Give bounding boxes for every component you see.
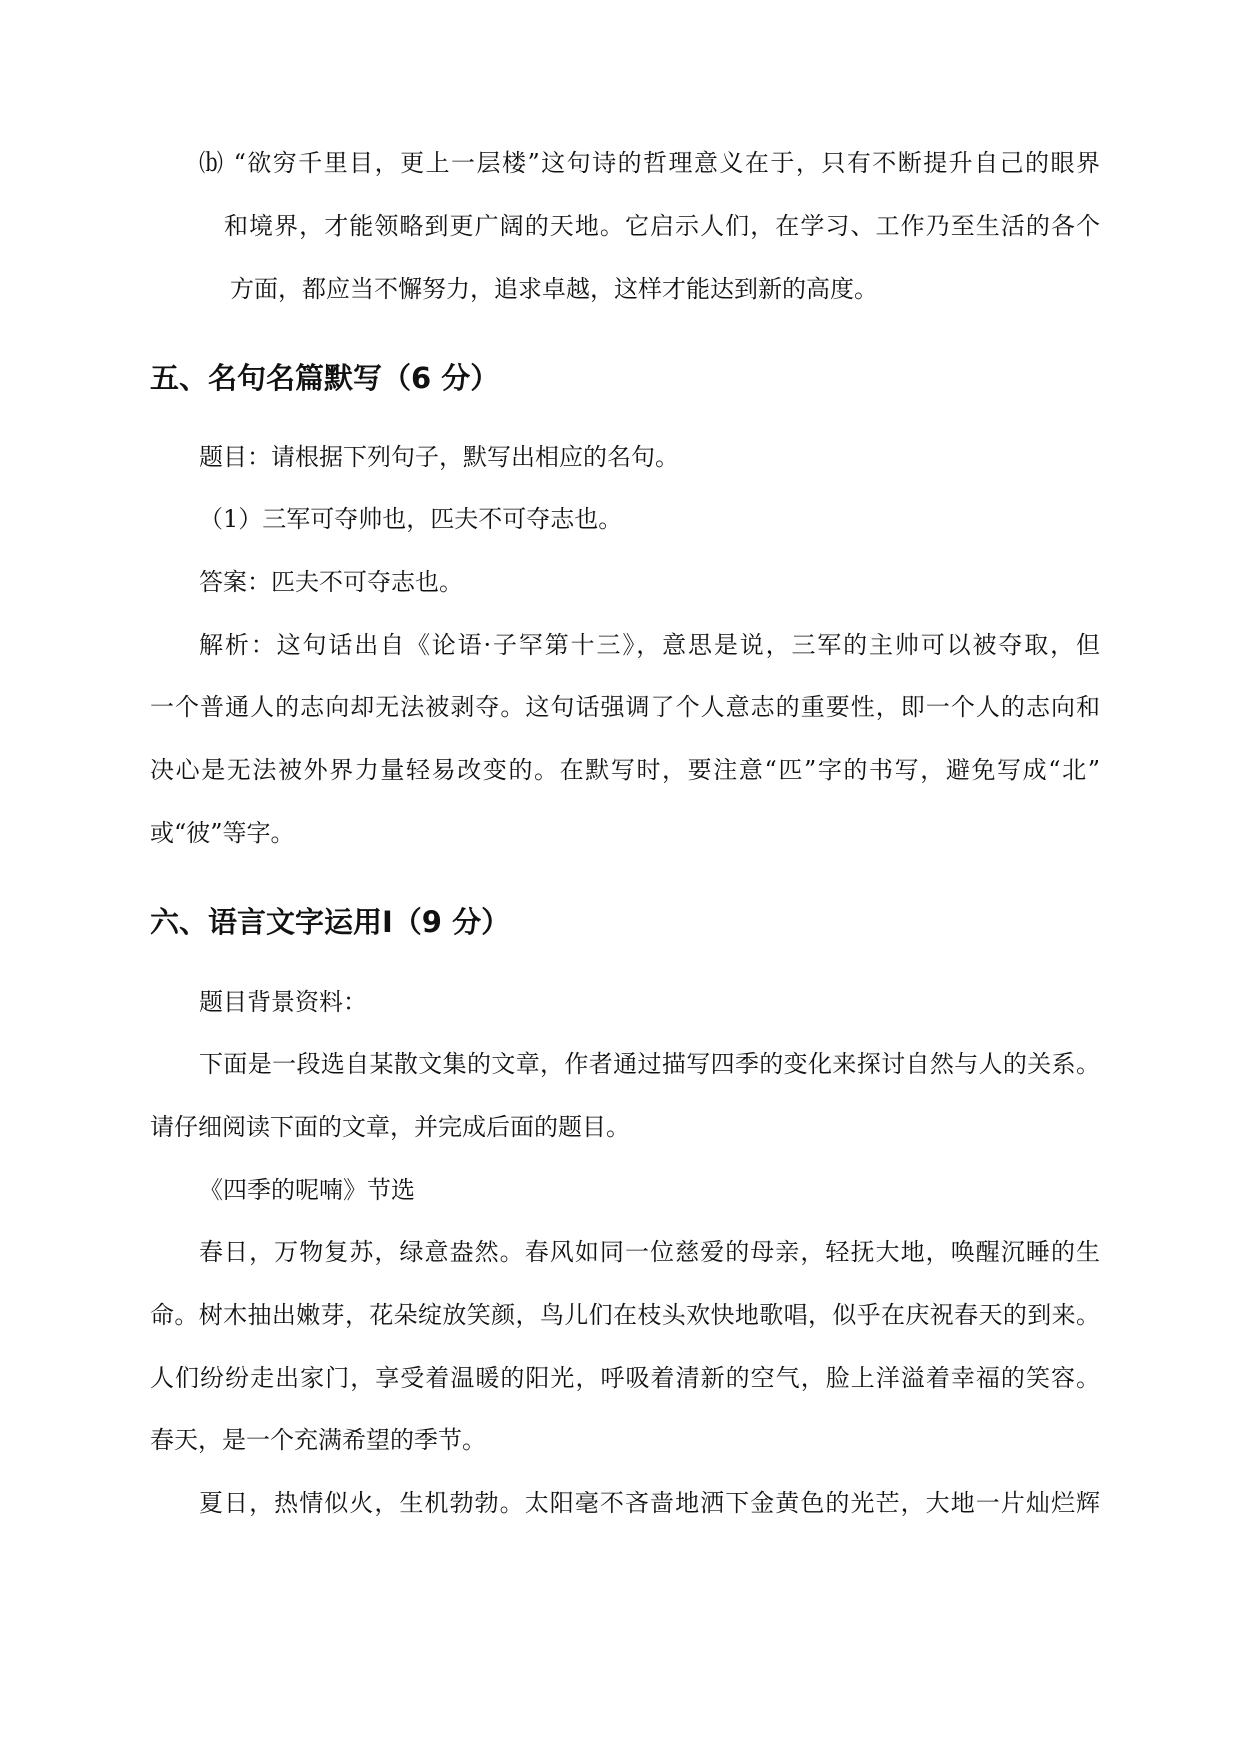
spring-paragraph-line: 春天，是一个充满希望的季节。 <box>150 1426 486 1454</box>
section-6-intro-line: 下面是一段选自某散文集的文章，作者通过描写四季的变化来探讨自然与人的关系。 <box>199 1050 1100 1078</box>
section-6-heading: 六、语言文字运用Ⅰ（9 分） <box>150 905 511 939</box>
section-5-answer: 答案：匹夫不可夺志也。 <box>199 568 463 596</box>
section-5-heading: 五、名句名篇默写（6 分） <box>150 361 500 395</box>
spring-paragraph-line: 春日，万物复苏，绿意盎然。春风如同一位慈爱的母亲，轻抚大地，唤醒沉睡的生 <box>199 1238 1100 1266</box>
answer-b-line-1: ⒝ “欲穷千里目，更上一层楼”这句诗的哲理意义在于，只有不断提升自己的眼界 <box>199 149 1100 177</box>
answer-b-line-3: 方面，都应当不懈努力，追求卓越，这样才能达到新的高度。 <box>230 275 878 303</box>
answer-b-line-2: 和境界，才能领略到更广阔的天地。它启示人们，在学习、工作乃至生活的各个 <box>224 212 1100 240</box>
spring-paragraph-line: 命。树木抽出嫩芽，花朵绽放笑颜，鸟儿们在枝头欢快地歌唱，似乎在庆祝春天的到来。 <box>150 1301 1100 1329</box>
section-6-background-label: 题目背景资料： <box>199 988 367 1016</box>
section-5-analysis-line: 一个普通人的志向却无法被剥夺。这句话强调了个人意志的重要性，即一个人的志向和 <box>150 693 1100 721</box>
section-5-question: 题目：请根据下列句子，默写出相应的名句。 <box>199 443 679 471</box>
section-5-analysis-line: 或“彼”等字。 <box>150 819 295 847</box>
article-title: 《四季的呢喃》节选 <box>199 1176 415 1204</box>
section-5-item-1: （1）三军可夺帅也，匹夫不可夺志也。 <box>199 505 623 533</box>
summer-paragraph-line: 夏日，热情似火，生机勃勃。太阳毫不吝啬地洒下金黄色的光芒，大地一片灿烂辉 <box>199 1489 1100 1517</box>
spring-paragraph-line: 人们纷纷走出家门，享受着温暖的阳光，呼吸着清新的空气，脸上洋溢着幸福的笑容。 <box>150 1364 1100 1392</box>
section-6-intro-line: 请仔细阅读下面的文章，并完成后面的题目。 <box>150 1113 630 1141</box>
section-5-analysis-line: 决心是无法被外界力量轻易改变的。在默写时，要注意“匹”字的书写，避免写成“北” <box>150 756 1100 784</box>
section-5-analysis-line: 解析：这句话出自《论语·子罕第十三》，意思是说，三军的主帅可以被夺取，但 <box>199 631 1100 659</box>
